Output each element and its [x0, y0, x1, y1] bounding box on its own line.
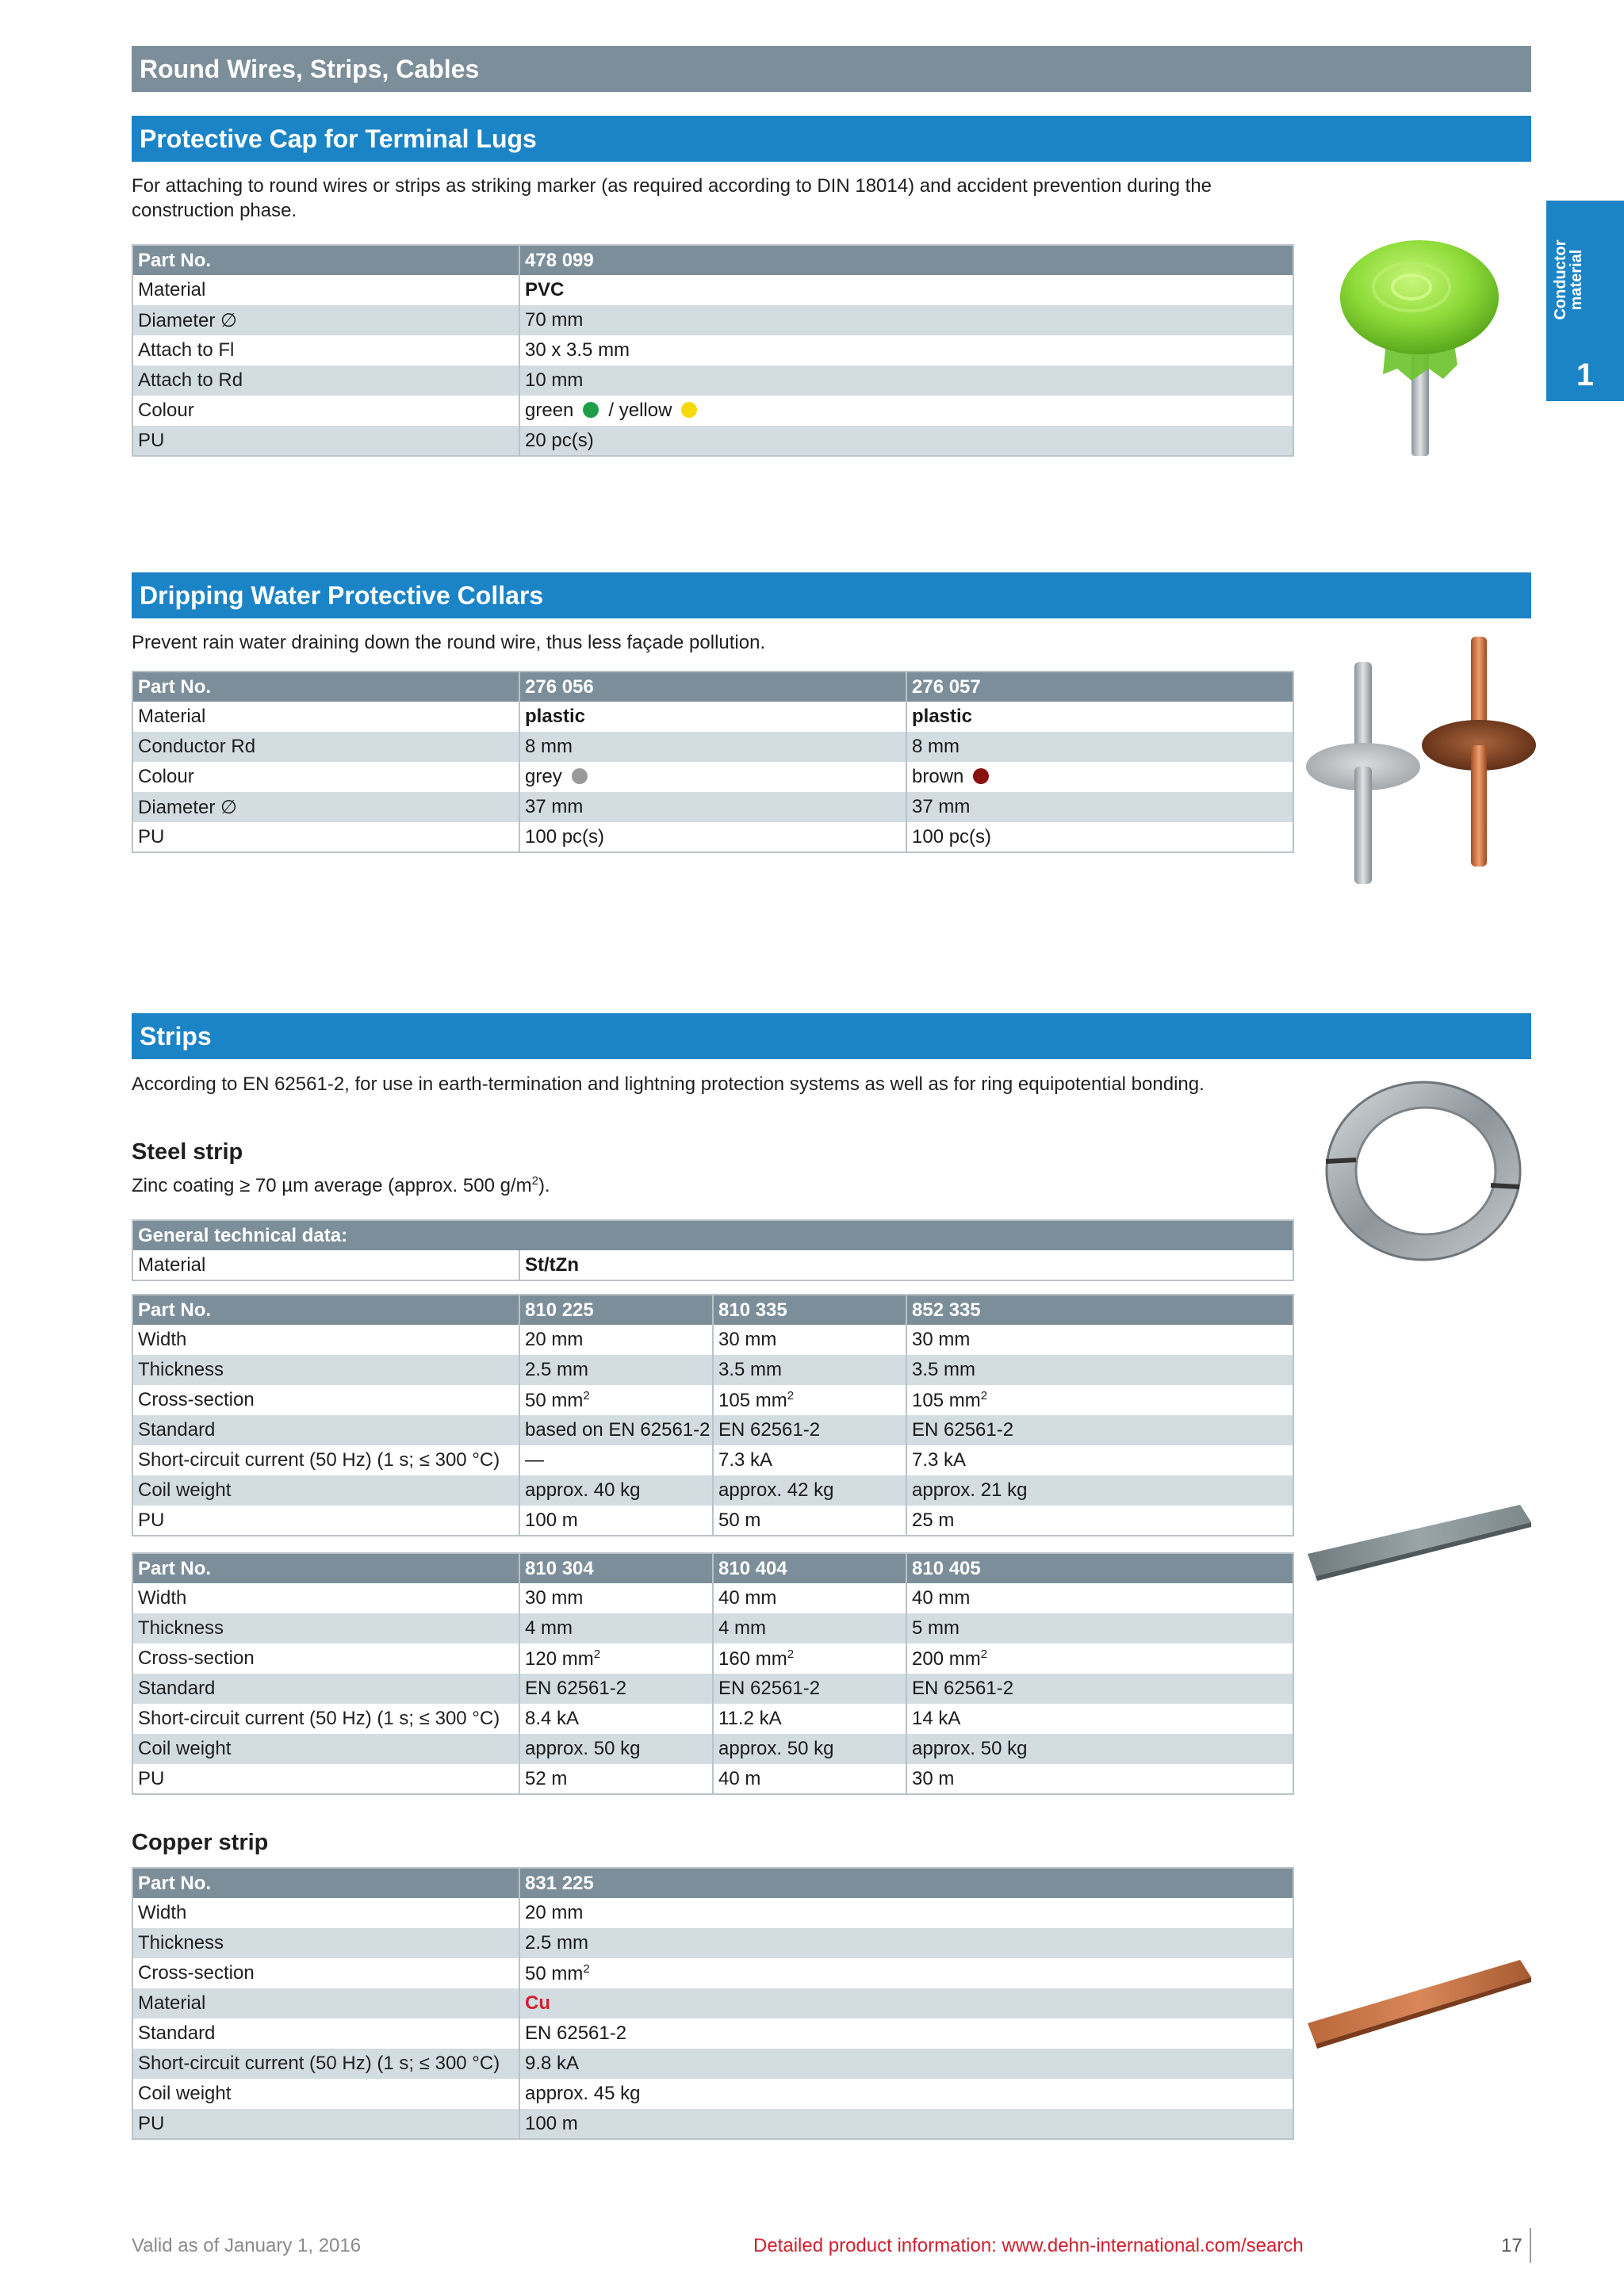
- table-row: Attach to Fl 30 x 3.5 mm: [132, 335, 1293, 365]
- cap-section-title: Protective Cap for Terminal Lugs: [132, 116, 1531, 162]
- table-row: Material PVC: [132, 275, 1293, 305]
- part-no-label: Part No.: [132, 245, 519, 275]
- yellow-dot-icon: [681, 402, 697, 418]
- steel-strip-heading: Steel strip: [132, 1139, 243, 1165]
- table-row: Diameter ∅ 37 mm 37 mm: [132, 792, 1293, 822]
- table-row: Width 20 mm: [132, 1898, 1293, 1928]
- protective-cap-image: [1332, 230, 1507, 468]
- table-row: Attach to Rd 10 mm: [132, 365, 1293, 396]
- table-header-row: Part No. 831 225: [132, 1868, 1293, 1898]
- table-row: Cross-section 50 $mm^2$ 105 $mm^2$ 105 $mm^2$: [132, 1385, 1293, 1415]
- cap-spec-table: [132, 244, 1294, 457]
- steel-strip-flat-image: [1304, 1498, 1534, 1586]
- table-row: Short-circuit current (50 Hz) (1 s; ≤ 300 °C) 8.4 kA 11.2 kA 14 kA: [132, 1704, 1293, 1734]
- table-row: Thickness 4 mm 4 mm 5 mm: [132, 1613, 1293, 1644]
- footer-product-link[interactable]: Detailed product information: www.dehn-international.com/search: [753, 2235, 1304, 2256]
- table-row: Colour grey brown: [132, 762, 1293, 792]
- chapter-tab-number: 1: [1576, 358, 1595, 392]
- table-row: Cross-section 120 $mm^2$ 160 $mm^2$ 200 $mm^2$: [132, 1644, 1293, 1674]
- steel-general-table: [132, 1219, 1294, 1281]
- brown-dot-icon: [973, 768, 989, 784]
- table-header-row: Part No. 276 056 276 057: [132, 672, 1293, 702]
- table-row: Coil weight approx. 50 kg approx. 50 kg approx. 50 kg: [132, 1734, 1293, 1764]
- steel-strip-description: Zinc coating ≥ 70 µm average (approx. 500 $g/m^2$).: [132, 1174, 550, 1196]
- chapter-tab[interactable]: [1546, 201, 1624, 401]
- steel-strip-coil-image: [1308, 1066, 1530, 1272]
- table-row: PU 20 pc(s): [132, 426, 1293, 456]
- table-row: Conductor Rd 8 mm 8 mm: [132, 732, 1293, 762]
- table-header-row: Part No. 810 304 810 404 810 405: [132, 1553, 1293, 1583]
- table-row: Material St/tZn: [132, 1250, 1293, 1280]
- strips-description: According to EN 62561-2, for use in earth-termination and lightning protection systems as well as for ring equipotential bonding.: [132, 1073, 1205, 1095]
- table-row: PU 100 pc(s) 100 pc(s): [132, 822, 1293, 852]
- page-header: [132, 46, 1531, 92]
- table-row: Diameter ∅ 70 mm: [132, 305, 1293, 335]
- collars-section-title: Dripping Water Protective Collars: [132, 572, 1531, 618]
- table-row: Material plastic plastic: [132, 702, 1293, 732]
- table-row: Standard EN 62561-2: [132, 2019, 1293, 2049]
- grey-dot-icon: [572, 768, 588, 784]
- table-row: Thickness 2.5 mm 3.5 mm 3.5 mm: [132, 1355, 1293, 1385]
- table-row: Short-circuit current (50 Hz) (1 s; ≤ 300 °C) 9.8 kA: [132, 2049, 1293, 2079]
- colour-cell: green / yellow: [519, 396, 1293, 426]
- table-row: PU 100 m 50 m 25 m: [132, 1506, 1293, 1536]
- table-row: Standard based on EN 62561-2 EN 62561-2 EN 62561-2: [132, 1415, 1293, 1445]
- table-row: Thickness 2.5 mm: [132, 1928, 1293, 1958]
- cap-description: For attaching to round wires or strips as striking marker (as required according to DIN 18014) and accident prevention during the construction phase.: [132, 175, 1212, 221]
- footer-valid-date: Valid as of January 1, 2016: [132, 2235, 362, 2256]
- copper-strip-table: [132, 1867, 1294, 2140]
- protective-collars-image: [1300, 630, 1546, 892]
- page-number: 17: [1501, 2235, 1522, 2256]
- green-dot-icon: [583, 402, 599, 418]
- table-row: Material Cu: [132, 1988, 1293, 2019]
- strips-section-title: Strips: [132, 1013, 1531, 1059]
- table-header-row: Part No. 810 225 810 335 852 335: [132, 1295, 1293, 1325]
- table-row: Width 20 mm 30 mm 30 mm: [132, 1325, 1293, 1355]
- table-row: Coil weight approx. 40 kg approx. 42 kg approx. 21 kg: [132, 1475, 1293, 1506]
- table-row: Cross-section 50 $mm^2$: [132, 1958, 1293, 1988]
- chapter-tab-label: Conductor material: [1552, 239, 1585, 320]
- table-row: Standard EN 62561-2 EN 62561-2 EN 62561-2: [132, 1674, 1293, 1704]
- steel-strip-table-1: [132, 1294, 1294, 1536]
- table-row: Colour green / yellow: [132, 396, 1293, 426]
- table-row: PU 52 m 40 m 30 m: [132, 1764, 1293, 1794]
- table-header-row: [132, 245, 1293, 275]
- table-row: PU 100 m: [132, 2109, 1293, 2139]
- part-no-value: 478 099: [519, 245, 1293, 275]
- copper-strip-heading: Copper strip: [132, 1830, 269, 1855]
- table-row: Short-circuit current (50 Hz) (1 s; ≤ 300 °C) — 7.3 kA 7.3 kA: [132, 1445, 1293, 1475]
- table-row: Width 30 mm 40 mm 40 mm: [132, 1583, 1293, 1613]
- steel-strip-table-2: [132, 1552, 1294, 1795]
- copper-strip-image: [1304, 1950, 1534, 2053]
- page-header-title: Round Wires, Strips, Cables: [140, 54, 480, 83]
- footer-divider: [1530, 2228, 1531, 2263]
- table-header-row: General technical data:: [132, 1220, 1293, 1250]
- collars-description: Prevent rain water draining down the round wire, thus less façade pollution.: [132, 632, 766, 653]
- collars-spec-table: [132, 671, 1294, 853]
- table-row: Coil weight approx. 45 kg: [132, 2079, 1293, 2109]
